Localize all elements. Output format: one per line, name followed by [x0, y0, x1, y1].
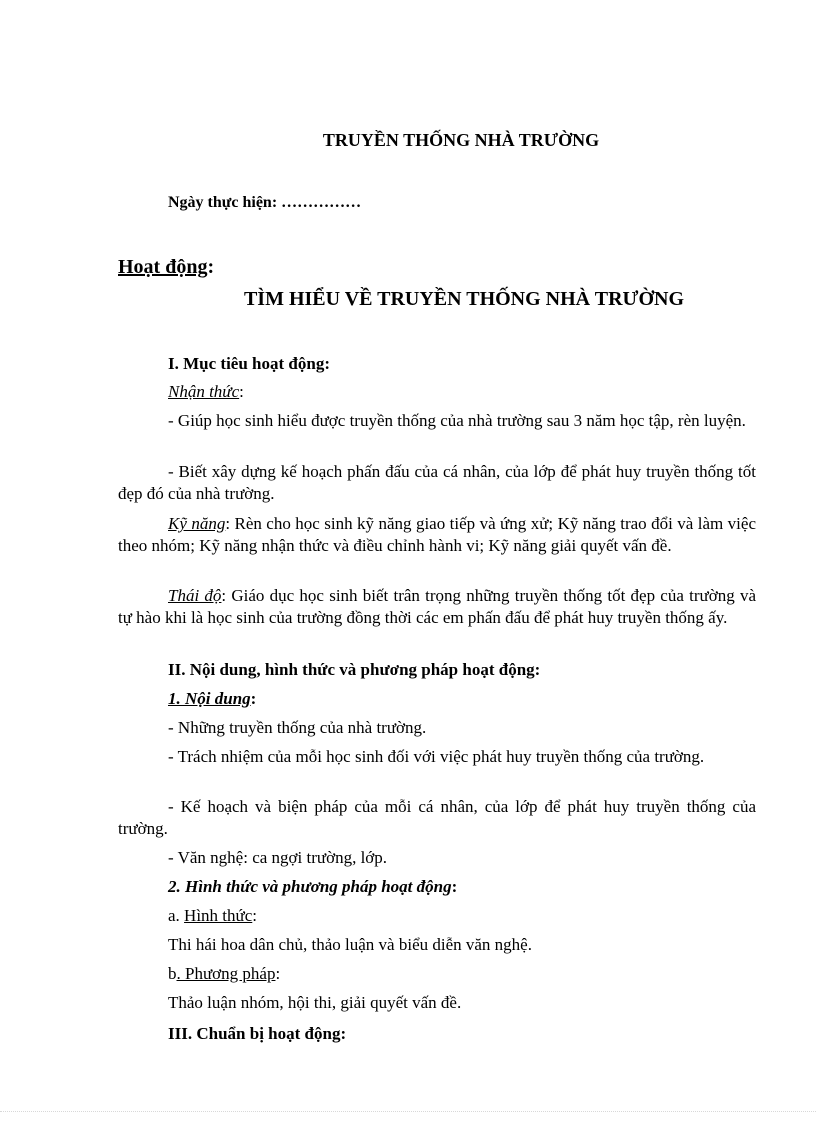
page-bottom-divider	[0, 1111, 816, 1112]
activity-title: TÌM HIỂU VỀ TRUYỀN THỐNG NHÀ TRƯỜNG	[243, 288, 685, 310]
form-prefix: a.	[168, 906, 180, 925]
section-2-heading: II. Nội dung, hình thức và phương pháp hoạt động:	[168, 660, 541, 679]
content-item-3: - Kế hoạch và biện pháp của mỗi cá nhân, của lớp để phát huy truyền thống của trường.	[118, 797, 756, 838]
section-1-heading: I. Mục tiêu hoạt động:	[168, 354, 330, 373]
method-prefix: b	[168, 964, 177, 983]
content-item-4: - Văn nghệ: ca ngợi trường, lớp.	[168, 848, 388, 867]
method-line: b. Phương pháp:	[168, 964, 281, 983]
method-text: Thảo luận nhóm, hội thi, giải quyết vấn đề.	[168, 993, 462, 1012]
activity-label: Hoạt động:	[118, 256, 215, 278]
date-value: ……………	[281, 194, 362, 211]
sub-2-label: 2. Hình thức và phương pháp hoạt động	[168, 877, 452, 896]
nhan-thuc-item-2: - Biết xây dựng kế hoạch phấn đấu của cá nhân, của lớp để phát huy truyền thống tốt đẹp đó của nhà trường.	[118, 462, 756, 503]
section-3-heading: III. Chuẩn bị hoạt động:	[168, 1024, 347, 1043]
ky-nang-text: : Rèn cho học sinh kỹ năng giao tiếp và ứng xử; Kỹ năng trao đổi và làm việc theo nhóm; Kỹ năng nhận thức và điều chỉnh hành vi; Kỹ năng giải quyết vấn đề.	[118, 514, 756, 555]
ky-nang-label: Kỹ năng	[168, 514, 226, 533]
activity-label-text: Hoạt động	[118, 256, 208, 278]
form-text: Thi hái hoa dân chủ, thảo luận và biểu diễn văn nghệ.	[168, 935, 532, 954]
thai-do-text: : Giáo dục học sinh biết trân trọng những truyền thống tốt đẹp của trường và tự hào khi là học sinh của trường đồng thời các em phấn đấu để phát huy truyền thống ấy.	[118, 586, 756, 627]
thai-do-paragraph	[118, 585, 756, 629]
content-item-1: - Những truyền thống của nhà trường.	[168, 718, 427, 737]
thai-do-label: Thái độ	[168, 586, 222, 605]
nhan-thuc-label: Nhận thức	[168, 382, 240, 401]
document-title: TRUYỀN THỐNG NHÀ TRƯỜNG	[322, 130, 600, 150]
method-label: . Phương pháp	[176, 964, 276, 983]
content-item-2: - Trách nhiệm của mỗi học sinh đối với việc phát huy truyền thống của trường.	[168, 747, 705, 766]
nhan-thuc-item-1: - Giúp học sinh hiểu được truyền thống của nhà trường sau 3 năm học tập, rèn luyện.	[168, 411, 746, 430]
date-label: Ngày thực hiện:	[168, 194, 278, 211]
date-line	[168, 194, 361, 212]
sub-1-heading: 1. Nội dung:	[168, 689, 257, 708]
form-line: a. Hình thức:	[168, 906, 258, 925]
form-label: Hình thức	[184, 906, 253, 925]
sub-2-heading: 2. Hình thức và phương pháp hoạt động:	[168, 877, 458, 896]
sub-1-label: 1. Nội dung	[168, 689, 251, 708]
ky-nang-paragraph	[118, 513, 756, 557]
nhan-thuc-line: Nhận thức:	[168, 382, 244, 401]
